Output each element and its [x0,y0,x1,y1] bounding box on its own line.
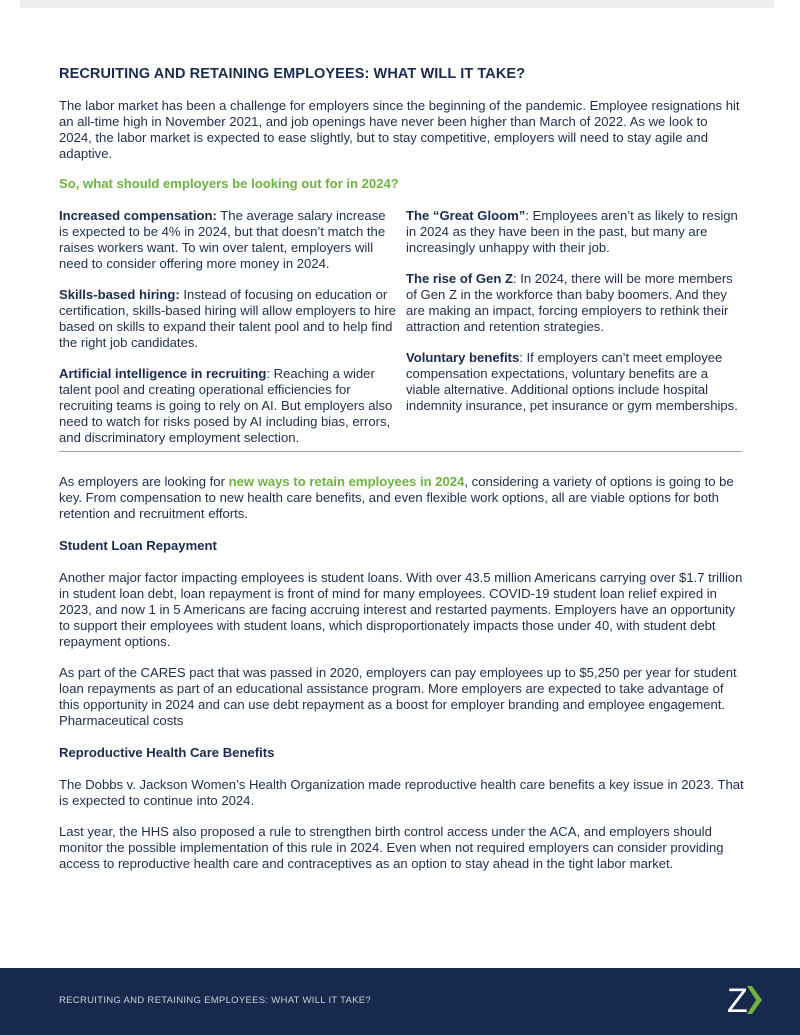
logo-chevron-icon [747,986,762,1014]
list-item [59,366,396,446]
reproductive-paragraph-2: Last year, the HHS also proposed a rule to strengthen birth control access under the ACA, and employers should monitor the possible implementation of this rule in 2024. Even when not required employers can consider providing access to reproductive health care and contraceptives as an option to stay ahead in the tight labor market. [59,824,724,871]
main-content [59,64,743,461]
item-term: Artificial intelligence in recruiting [59,366,267,381]
right-column [406,208,743,461]
reproductive-paragraph-1: The Dobbs v. Jackson Women’s Health Organization made reproductive health care benefits a key issue in 2023. That is expected to continue into 2024. [59,777,744,808]
footer-bar [0,968,800,1035]
student-loan-paragraph-2 [59,665,745,729]
intro-paragraph: The labor market has been a challenge for employers since the beginning of the pandemic. Employee resignations hit an all-time high in November 2021, and job openings have never been higher than March of 2022. As we look to 2024, the labor market is expected to ease slightly, but to stay competitive, employers will need to stay agile and adaptive. [59,98,740,161]
item-term: The rise of Gen Z [406,271,513,286]
list-item [59,208,396,272]
question-subhead: So, what should employers be looking out for in 2024? [59,176,399,191]
z-chevron-logo-icon [727,982,767,1018]
list-item [59,287,396,351]
list-item [406,208,743,256]
list-item [406,350,743,414]
retain-link[interactable]: new ways to retain employees in 2024 [228,474,465,489]
item-term: Skills-based hiring: [59,287,180,302]
logo-letter: Z [727,982,748,1018]
list-item [406,271,743,335]
item-text: : In 2024, there will be more members of Gen Z in the workforce than baby boomers. And they are making an impact, forcing employers to rethink their attraction and retention strategies. [406,271,733,334]
left-column [59,208,396,461]
pharmaceutical-costs-text: Pharmaceutical costs [59,713,184,728]
item-term: Voluntary benefits [406,350,520,365]
item-text: : If employers can’t meet employee compensation expectations, voluntary benefits are a viable alternative. Additional options include hospital indemnity insurance, pet insurance or gym memberships. [406,350,738,413]
item-text: Instead of focusing on education or certification, skills-based hiring will allow employers to hire based on skills to expand their talent pool and to help find the right job candidates. [59,287,396,350]
item-text: : Employees aren’t as likely to resign in 2024 as they have been in the past, but many are increasingly unhappy with their job. [406,208,738,255]
retain-text-after: , considering a variety of options is going to be key. From compensation to new health care benefits, and even flexible work options, all are viable options for both retention and recruitment efforts. [59,474,734,521]
student-loan-heading: Student Loan Repayment [59,538,217,553]
footer-title: RECRUITING AND RETAINING EMPLOYEES: WHAT WILL IT TAKE? [59,995,371,1006]
reproductive-heading: Reproductive Health Care Benefits [59,745,275,760]
two-column-list [59,208,743,461]
student-loan-paragraph-2-text: As part of the CARES pact that was passed in 2020, employers can pay employees up to $5,250 per year for student loan repayments as part of an educational assistance program. More employers are expected to take advantage of this opportunity in 2024 and can use debt repayment as a boost for employer branding and employee engagement. [59,665,737,712]
item-text: The average salary increase is expected to be 4% in 2024, but that doesn’t match the raises workers want. To win over talent, employers will need to consider offering more money in 2024. [59,208,386,271]
student-loan-paragraph-1: Another major factor impacting employees is student loans. With over 43.5 million Americans carrying over $1.7 trillion in student loan debt, loan repayment is front of mind for many employees. COVID-19 student loan relief expired in 2023, and now 1 in 5 Americans are facing accruing interest and restarted payments. Employers have an opportunity to support their employees with student loans, which disproportionately impacts those under 40, with student debt repayment options. [59,570,743,649]
retain-paragraph [59,474,745,522]
item-term: Increased compensation: [59,208,217,223]
item-term: The “Great Gloom” [406,208,526,223]
page-title: RECRUITING AND RETAINING EMPLOYEES: WHAT WILL IT TAKE? [59,66,526,82]
section-divider [59,451,742,452]
top-strip [20,0,774,8]
retain-text-before: As employers are looking for [59,474,229,489]
item-text: : Reaching a wider talent pool and creating operational efficiencies for recruiting teams is going to rely on AI. But employers also need to watch for risks posed by AI including bias, errors, and discriminatory employment selection. [59,366,393,445]
lower-section [59,474,745,887]
